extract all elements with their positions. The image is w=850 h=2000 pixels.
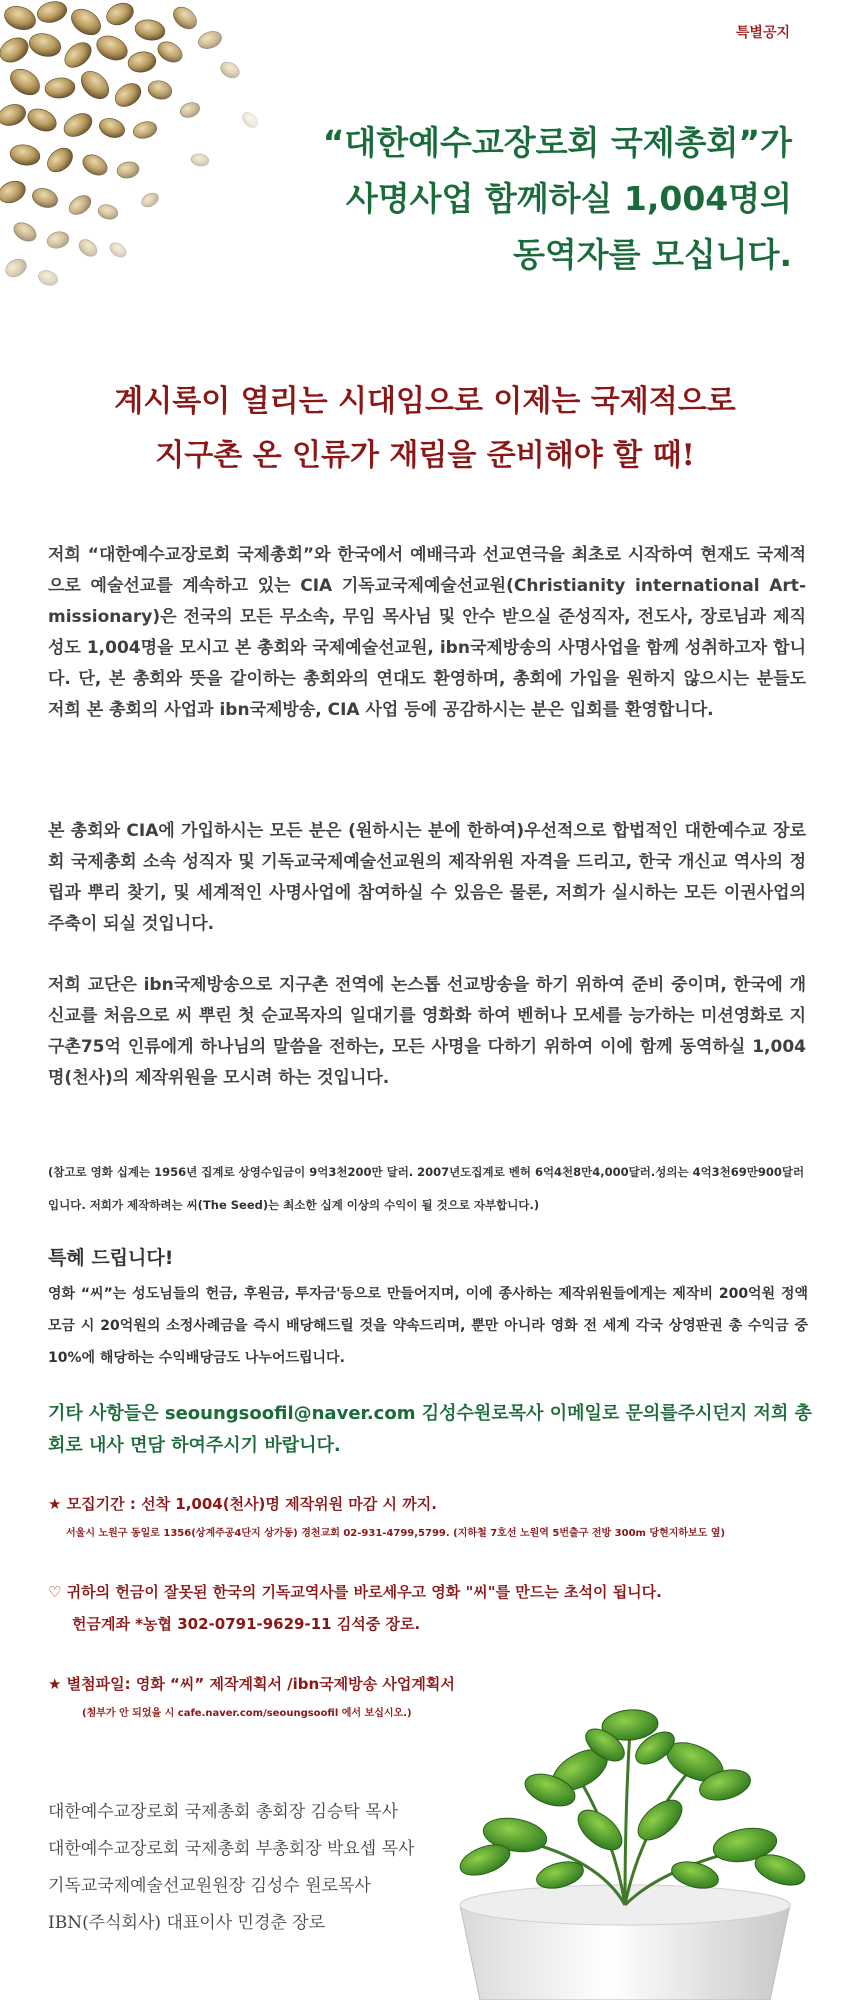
seeds-image bbox=[0, 0, 300, 340]
reference-note: (참고로 영화 십계는 1956년 집계로 상영수입금이 9억3천200만 달러. 2007년도집계로 벤허 6억4천8만4,000달러.성의는 4억3천69만900달러입니다. 저희가 제작하려는 씨(The Seed)는 최소한 십계 이상의 수익이 될 것으로 자부합니다.) bbox=[48, 1165, 805, 1212]
plant-image bbox=[400, 1690, 850, 2000]
headline-line: “대한예수교장로회 국제총회”가 bbox=[322, 123, 792, 162]
signature-line: 대한예수교장로회 국제총회 총회장 김승탁 목사 bbox=[48, 1802, 399, 1822]
headline bbox=[323, 115, 792, 283]
attachment-line: ★ 별첨파일: 영화 “씨” 제작계획서 /ibn국제방송 사업계획서 bbox=[48, 1675, 455, 1693]
mission-paragraph: 저희 교단은 ibn국제방송으로 지구촌 전역에 논스톱 선교방송을 하기 위하여 준비 중이며, 한국에 개신교를 처음으로 씨 뿌린 첫 순교목자의 일대기를 영화화 하여 벤허나 모세를 능가하는 미션영화로 지구촌75억 인류에게 하나님의 말씀을 전하는, 모든 사명을 다하기 위하여 이에 함께 동역하실 1,004명(천사)의 제작위원을 모시려 하는 것입니다. bbox=[48, 975, 806, 1088]
recruit-address: 서울시 노원구 동일로 1356(상계주공4단지 상가동) 경천교회 02-931-4799,5799. (지하철 7호선 노원역 5번출구 전방 300m 당현지하보도 옆) bbox=[66, 1528, 726, 1539]
signature-line: 대한예수교장로회 국제총회 부총회장 박요셉 목사 bbox=[48, 1839, 415, 1859]
subheadline bbox=[0, 375, 850, 483]
contact-info: 기타 사항들은 seoungsoofil@naver.com 김성수원로목사 이메일로 문의를주시던지 저희 총회로 내사 면담 하여주시기 바랍니다. bbox=[48, 1403, 812, 1456]
donation-line: ♡ 귀하의 헌금이 잘못된 한국의 기독교역사를 바로세우고 영화 "씨"를 만드는 초석이 됩니다. bbox=[48, 1583, 662, 1601]
signature-line: IBN(주식회사) 대표이사 민경춘 장로 bbox=[48, 1913, 326, 1933]
recruit-period: ★ 모집기간 : 선착 1,004(천사)명 제작위원 마감 시 까지. bbox=[48, 1495, 437, 1513]
headline-line: 동역자를 모십니다. bbox=[512, 235, 792, 274]
subheadline-line: 지구촌 온 인류가 재림을 준비해야 할 때! bbox=[155, 438, 695, 473]
subheadline-line: 계시록이 열리는 시대임으로 이제는 국제적으로 bbox=[114, 384, 736, 419]
notice-label: 특별공지 bbox=[735, 25, 790, 41]
donation-account: 헌금계좌 *농협 302-0791-9629-11 김석중 장로. bbox=[72, 1615, 421, 1633]
benefit-body: 영화 “씨”는 성도님들의 헌금, 후원금, 투자금'등으로 만들어지며, 이에 종사하는 제작위원들에게는 제작비 200억원 정액 모금 시 20억원의 소정사례금을 즉시 배당해드릴 것을 약속드리며, 뿐만 아니라 영화 전 세계 각국 상영판권 총 수익금 중 10%에 해당하는 수익배당금도 나누어드립니다. bbox=[48, 1286, 808, 1366]
membership-paragraph: 본 총회와 CIA에 가입하시는 모든 분은 (원하시는 분에 한하여)우선적으로 합법적인 대한예수교 장로회 국제총회 소속 성직자 및 기독교국제예술선교원의 제작위원 자격을 드리고, 한국 개신교 역사의 정립과 뿌리 찾기, 및 세계적인 사명사업에 참여하실 수 있음은 물론, 저희가 실시하는 모든 이권사업의 주축이 되실 것입니다. bbox=[48, 821, 806, 934]
headline-line: 사명사업 함께하실 1,004명의 bbox=[345, 179, 792, 218]
attachment-note: (첨부가 안 되었을 시 cafe.naver.com/seoungsoofil 에서 보십시오.) bbox=[82, 1708, 412, 1719]
intro-paragraph: 저희 “대한예수교장로회 국제총회”와 한국에서 예배극과 선교연극을 최초로 시작하여 현재도 국제적으로 예술선교를 계속하고 있는 CIA 기독교국제예술선교원(Christianity international Art-missionary)은 전국의 모든 무소속, 무임 목사님 및 안수 받으실 준성직자, 전도사, 장로님과 제직 성도 1,004명을 모시고 본 총회와 국제예술선교원, ibn국제방송의 사명사업을 함께 성취하고자 합니다. 단, 본 총회와 뜻을 같이하는 총회와의 연대도 환영하며, 총회에 가입을 원하지 않으시는 분들도 저희 본 총회의 사업과 ibn국제방송, CIA 사업 등에 공감하시는 분은 입회를 환영합니다. bbox=[48, 545, 806, 720]
signature-line: 기독교국제예술선교원원장 김성수 원로목사 bbox=[48, 1876, 371, 1896]
benefit-title: 특혜 드립니다! bbox=[48, 1247, 174, 1269]
